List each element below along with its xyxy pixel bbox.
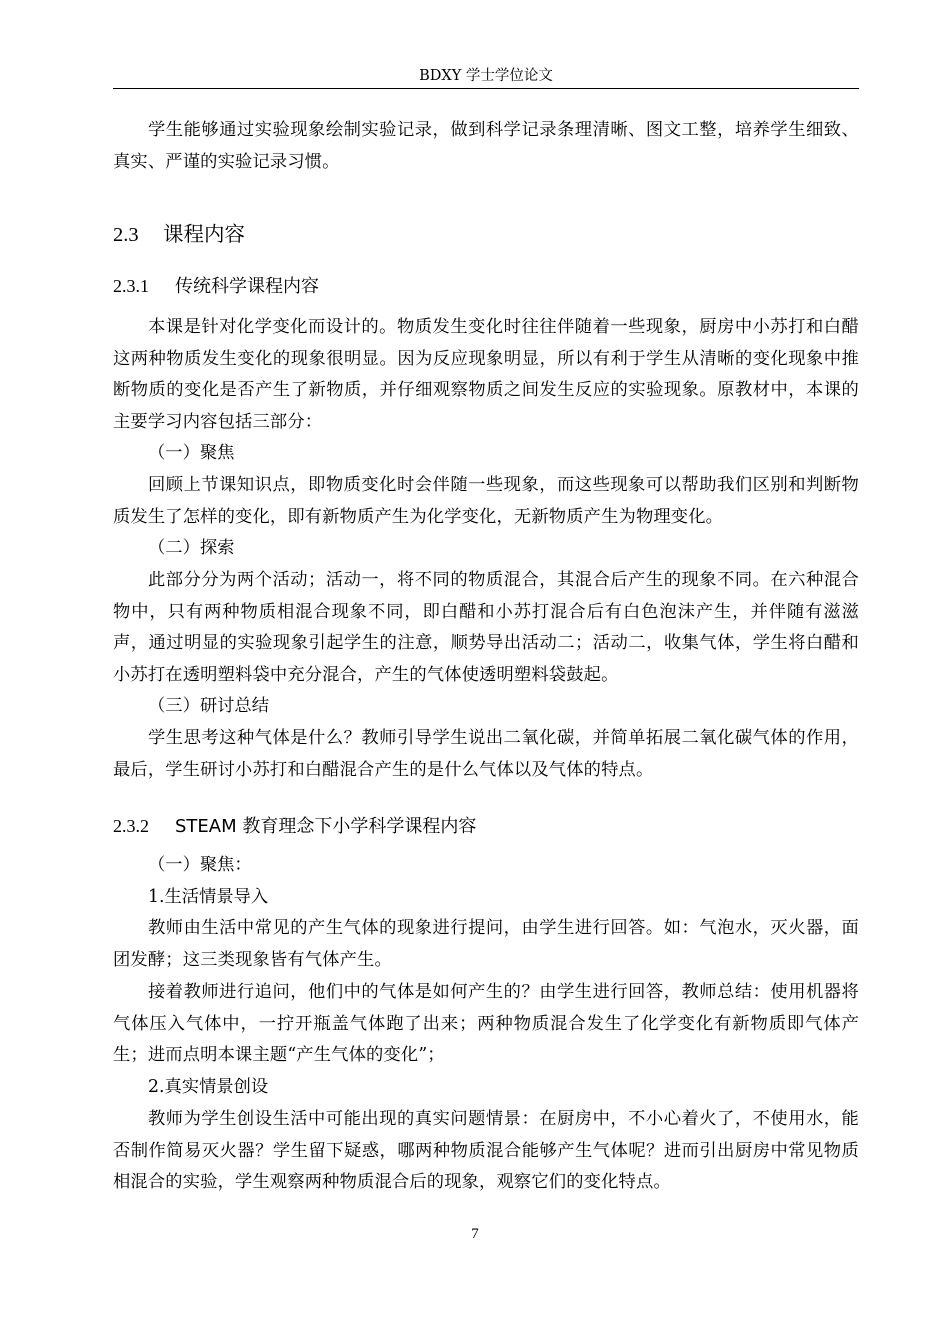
subsection-number: 2.3.1 xyxy=(113,276,149,296)
paragraph-focus: 回顾上节课知识点，即物质变化时会伴随一些现象，而这些现象可以帮助我们区别和判断物质发生了怎样的变化，即有新物质产生为化学变化，无新物质产生为物理变化。 xyxy=(113,475,859,527)
section-heading-2-3 xyxy=(113,220,245,249)
item-real-scenario: 2.真实情景创设 xyxy=(148,1077,269,1097)
intro-paragraph: 学生能够通过实验现象绘制实验记录，做到科学记录条理清晰、图文工整，培养学生细致、真实、严谨的实验记录习惯。 xyxy=(113,120,859,172)
section-title: 课程内容 xyxy=(163,222,245,246)
subsection-heading-2-3-1 xyxy=(113,272,319,301)
section-number: 2.3 xyxy=(113,224,139,246)
running-header: BDXY 学士学位论文 xyxy=(419,68,553,84)
page-number: 7 xyxy=(471,1226,479,1242)
item-focus: （一）聚焦 xyxy=(148,443,235,463)
item-focus-2: （一）聚焦： xyxy=(148,855,252,875)
item-summary: （三）研讨总结 xyxy=(148,696,269,716)
subsection-title: 传统科学课程内容 xyxy=(175,276,319,297)
item-life-scenario: 1.生活情景导入 xyxy=(148,887,269,907)
paragraph-traditional-intro: 本课是针对化学变化而设计的。物质发生变化时往往伴随着一些现象，厨房中小苏打和白醋这两种物质发生变化的现象很明显。因为反应现象明显，所以有利于学生从清晰的变化现象中推断物质的变化是否产生了新物质，并仔细观察物质之间发生反应的实验现象。原教材中，本课的主要学习内容包括三部分： xyxy=(113,317,859,432)
item-explore: （二）探索 xyxy=(148,538,235,558)
paragraph-explore: 此部分分为两个活动；活动一，将不同的物质混合，其混合后产生的现象不同。在六种混合物中，只有两种物质相混合现象不同，即白醋和小苏打混合后有白色泡沫产生，并伴随有滋滋声，通过明显的实验现象引起学生的注意，顺势导出活动二；活动二，收集气体，学生将白醋和小苏打在透明塑料袋中充分混合，产生的气体使透明塑料袋鼓起。 xyxy=(113,570,859,685)
paragraph-real-scenario: 教师为学生创设生活中可能出现的真实问题情景：在厨房中，不小心着火了，不使用水，能否制作简易灭火器？学生留下疑惑，哪两种物质混合能够产生气体呢？进而引出厨房中常见物质相混合的实验，学生观察两种物质混合后的现象，观察它们的变化特点。 xyxy=(113,1109,859,1192)
header-rule xyxy=(113,88,859,89)
paragraph-life-scenario: 教师由生活中常见的产生气体的现象进行提问，由学生进行回答。如：气泡水，灭火器，面团发酵；这三类现象皆有气体产生。 xyxy=(113,918,859,970)
subsection-heading-2-3-2 xyxy=(113,812,476,841)
paragraph-summary: 学生思考这种气体是什么？教师引导学生说出二氧化碳，并简单拓展二氧化碳气体的作用，最后，学生研讨小苏打和白醋混合产生的是什么气体以及气体的特点。 xyxy=(113,728,859,780)
subsection-title: STEAM 教育理念下小学科学课程内容 xyxy=(175,816,477,837)
subsection-number: 2.3.2 xyxy=(113,816,149,836)
paragraph-follow-up: 接着教师进行追问，他们中的气体是如何产生的？由学生进行回答，教师总结：使用机器将气体压入气体中，一拧开瓶盖气体跑了出来；两种物质混合发生了化学变化有新物质即气体产生；进而点明本课主题“产生气体的变化”； xyxy=(113,982,859,1065)
